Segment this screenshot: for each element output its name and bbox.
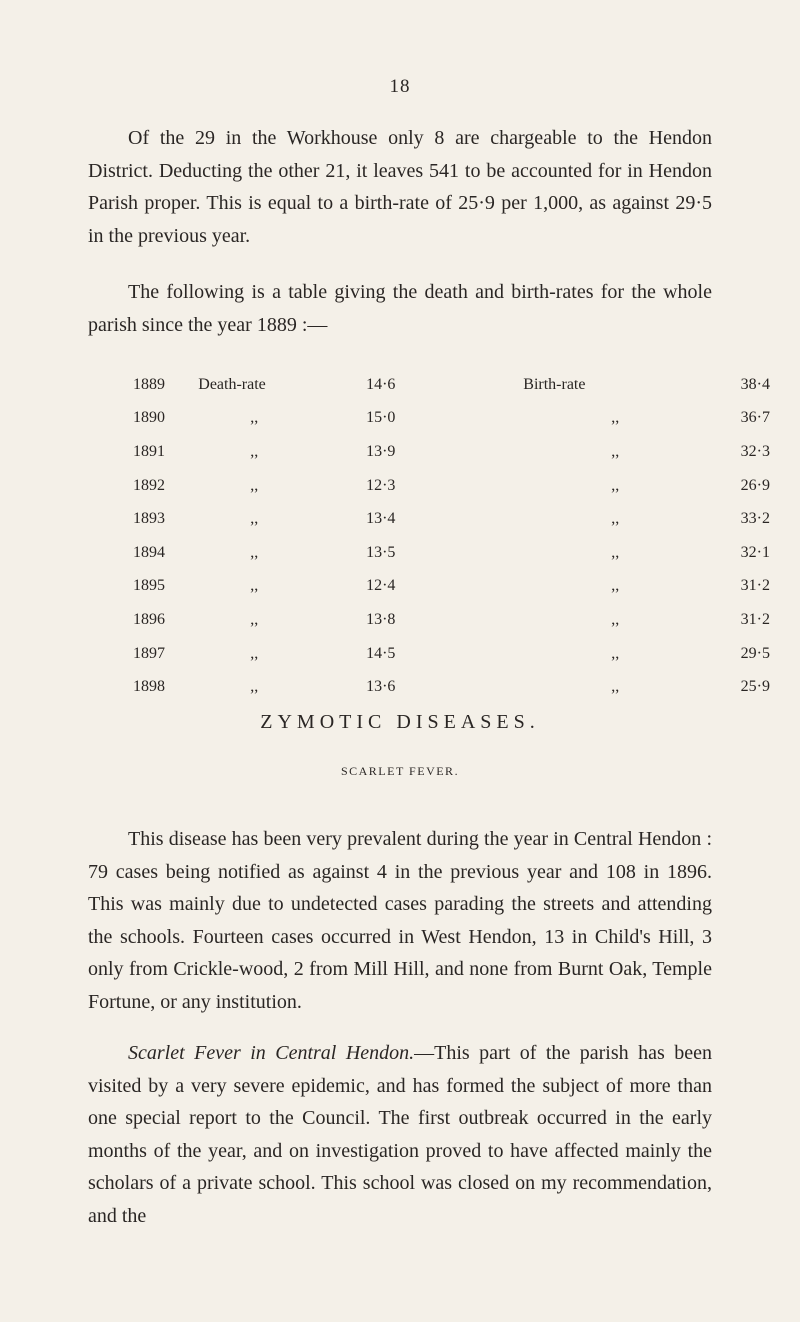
paragraph-central-hendon-title: Scarlet Fever in Central Hendon.: [128, 1042, 415, 1064]
page-number: 18: [389, 76, 411, 97]
paragraph-scarlet-fever: This disease has been very prevalent during the year in Central Hendon : 79 cases being notified as against 4 in the previous year and 108 in 1896. This was mainly due to undetected cases parading the streets and attending the schools. Fourteen cases occurred in West Hendon, 13 in Child's Hill, 3 only from Crickle-wood, 2 from Mill Hill, and none from Burnt Oak, Temple Fortune, or any institution.: [88, 828, 712, 1013]
birth-rate-value: 26·9: [740, 476, 770, 494]
section-heading: ZYMOTIC DISEASES.: [260, 711, 540, 733]
table-row: [133, 670, 800, 704]
table-row: [133, 603, 800, 637]
death-rate-value: 13·6: [366, 678, 396, 696]
death-rate-ditto: ,,: [250, 610, 259, 628]
death-rate-value: 13·8: [366, 610, 396, 628]
row-year: 1892: [133, 476, 165, 494]
death-rate-ditto: ,,: [250, 442, 259, 460]
paragraph-table-intro: The following is a table giving the death and birth-rates for the whole parish since the year 1889 :—: [88, 281, 712, 336]
table-row: [133, 469, 800, 503]
birth-rate-ditto: ,,: [611, 610, 620, 628]
sub-heading: SCARLET FEVER.: [340, 764, 460, 778]
death-rate-value: 15·0: [366, 409, 396, 427]
death-rate-ditto: ,,: [250, 644, 259, 662]
paragraph-central-hendon: [88, 1037, 712, 1232]
birth-rate-ditto: ,,: [611, 476, 620, 494]
birth-rate-ditto: ,,: [611, 510, 620, 528]
row-year: 1895: [133, 577, 165, 595]
birth-rate-ditto: ,,: [611, 678, 620, 696]
death-rate-value: 13·9: [366, 442, 396, 460]
birth-rate-value: 31·2: [740, 610, 770, 628]
birth-rate-value: 29·5: [740, 644, 770, 662]
birth-rate-value: 38·4: [740, 375, 770, 393]
birth-rate-value: 33·2: [740, 510, 770, 528]
birth-rate-ditto: ,,: [611, 577, 620, 595]
row-year: 1891: [133, 442, 165, 460]
table-row: [133, 570, 800, 604]
row-year: 1890: [133, 409, 165, 427]
birth-rate-value: 31·2: [740, 577, 770, 595]
birth-rate-value: 32·1: [740, 543, 770, 561]
paragraph-workhouse: Of the 29 in the Workhouse only 8 are chargeable to the Hendon District. Deducting the other 21, it leaves 541 to be accounted for in Hendon Parish proper. This is equal to a birth-rate of 25·9 per 1,000, as against 29·5 in the previous year.: [88, 127, 712, 247]
table-row: [133, 368, 800, 402]
death-rate-ditto: ,,: [250, 577, 259, 595]
row-year: 1896: [133, 610, 165, 628]
birth-rate-label: Birth-rate: [523, 375, 586, 393]
death-birth-rates-table: [133, 368, 800, 704]
death-rate-value: 13·4: [366, 510, 396, 528]
paragraph-central-hendon-body: —This part of the parish has been visited by a very severe epidemic, and has formed the subject of more than one special report to the Council. The first outbreak occurred in the early months of the year, and on investigation proved to have affected mainly the scholars of a private school. This school was closed on my recommendation, and the: [88, 1042, 712, 1227]
death-rate-value: 14·5: [366, 644, 396, 662]
row-year: 1898: [133, 678, 165, 696]
table-row: [133, 536, 800, 570]
row-year: 1894: [133, 543, 165, 561]
death-rate-value: 12·4: [366, 577, 396, 595]
birth-rate-ditto: ,,: [611, 543, 620, 561]
table-row: [133, 435, 800, 469]
row-year: 1897: [133, 644, 165, 662]
death-rate-label: Death-rate: [198, 375, 266, 393]
death-rate-ditto: ,,: [250, 409, 259, 427]
death-rate-ditto: ,,: [250, 476, 259, 494]
death-rate-value: 14·6: [366, 375, 396, 393]
birth-rate-value: 25·9: [740, 678, 770, 696]
birth-rate-ditto: ,,: [611, 409, 620, 427]
birth-rate-value: 32·3: [740, 442, 770, 460]
death-rate-ditto: ,,: [250, 678, 259, 696]
birth-rate-ditto: ,,: [611, 442, 620, 460]
row-year: 1889: [133, 375, 165, 393]
death-rate-ditto: ,,: [250, 510, 259, 528]
table-row: [133, 502, 800, 536]
death-rate-value: 13·5: [366, 543, 396, 561]
death-rate-value: 12·3: [366, 476, 396, 494]
birth-rate-value: 36·7: [740, 409, 770, 427]
row-year: 1893: [133, 510, 165, 528]
table-row: [133, 637, 800, 671]
table-row: [133, 402, 800, 436]
birth-rate-ditto: ,,: [611, 644, 620, 662]
death-rate-ditto: ,,: [250, 543, 259, 561]
